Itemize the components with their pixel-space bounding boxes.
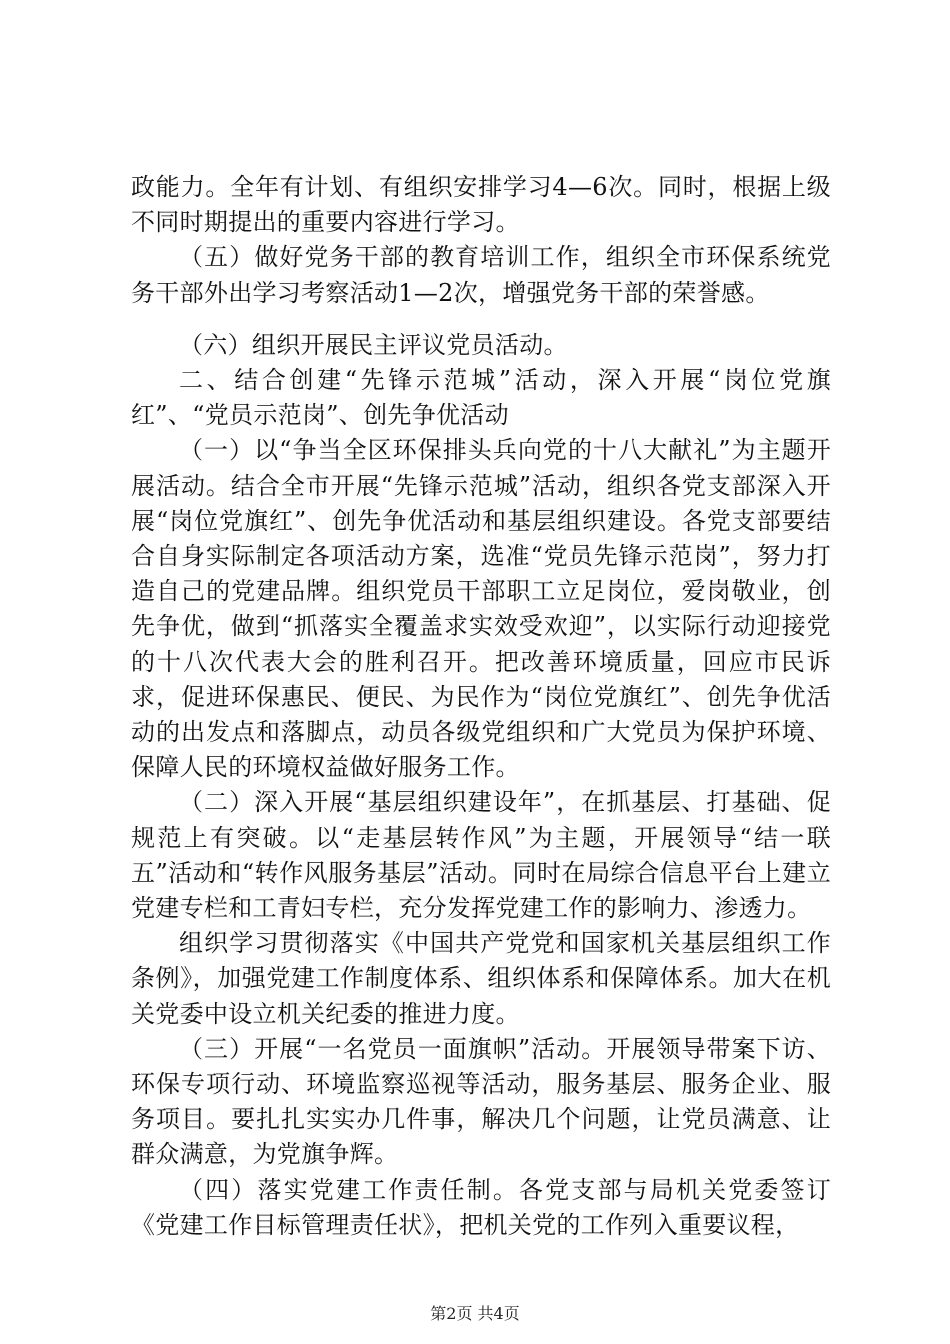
paragraph-item-1: （一）以“争当全区环保排头兵向党的十八大献礼”为主题开展活动。结合全市开展“先锋示范城”活动，组织各党支部深入开展“岗位党旗红”、创先争优活动和基层组织建设。各党支部要结合自身实际制定各项活动方案，选准“党员先锋示范岗”，努力打造自己的党建品牌。组织党员干部职工立足岗位，爱岗敬业，创先争优，做到“抓落实全覆盖求实效受欢迎”，以实际行动迎接党的十八次代表大会的胜利召开。把改善环境质量，回应市民诉求，促进环保惠民、便民、为民作为“岗位党旗红”、创先争优活动的出发点和落脚点，动员各级党组织和广大党员为保护环境、保障人民的环境权益做好服务工作。 [131,436,831,782]
paragraph-item-2: （二）深入开展“基层组织建设年”，在抓基层、打基础、促规范上有突破。以“走基层转作风”为主题，开展领导“结一联五”活动和“转作风服务基层”活动。同时在局综合信息平台上建立党建专栏和工青妇专栏，充分发挥党建工作的影响力、渗透力。 [131,788,831,923]
page-number-footer: 第2页 共4页 [430,1304,520,1323]
paragraph-item-3: （三）开展“一名党员一面旗帜”活动。开展领导带案下访、环保专项行动、环境监察巡视等活动，服务基层、服务企业、服务项目。要扎扎实实办几件事，解决几个问题，让党员满意、让群众满意，为党旗争辉。 [131,1034,831,1169]
paragraph-continuation: 政能力。全年有计划、有组织安排学习4—6次。同时，根据上级不同时期提出的重要内容进行学习。 [131,173,831,237]
paragraph-item-5: （五）做好党务干部的教育培训工作，组织全市环保系统党务干部外出学习考察活动1—2次，增强党务干部的荣誉感。 [131,243,831,307]
paragraph-item-6: （六）组织开展民主评议党员活动。 [179,330,568,359]
paragraph-item-4: （四）落实党建工作责任制。各党支部与局机关党委签订《党建工作目标管理责任状》，把机关党的工作列入重要议程， [131,1175,831,1239]
document-body [131,170,831,1243]
section-heading-2: 二、结合创建“先锋示范城”活动，深入开展“岗位党旗红”、“党员示范岗”、创先争优活动 [131,366,831,430]
paragraph-regulation: 组织学习贯彻落实《中国共产党党和国家机关基层组织工作条例》，加强党建工作制度体系、组织体系和保障体系。加大在机关党委中设立机关纪委的推进力度。 [131,929,831,1028]
